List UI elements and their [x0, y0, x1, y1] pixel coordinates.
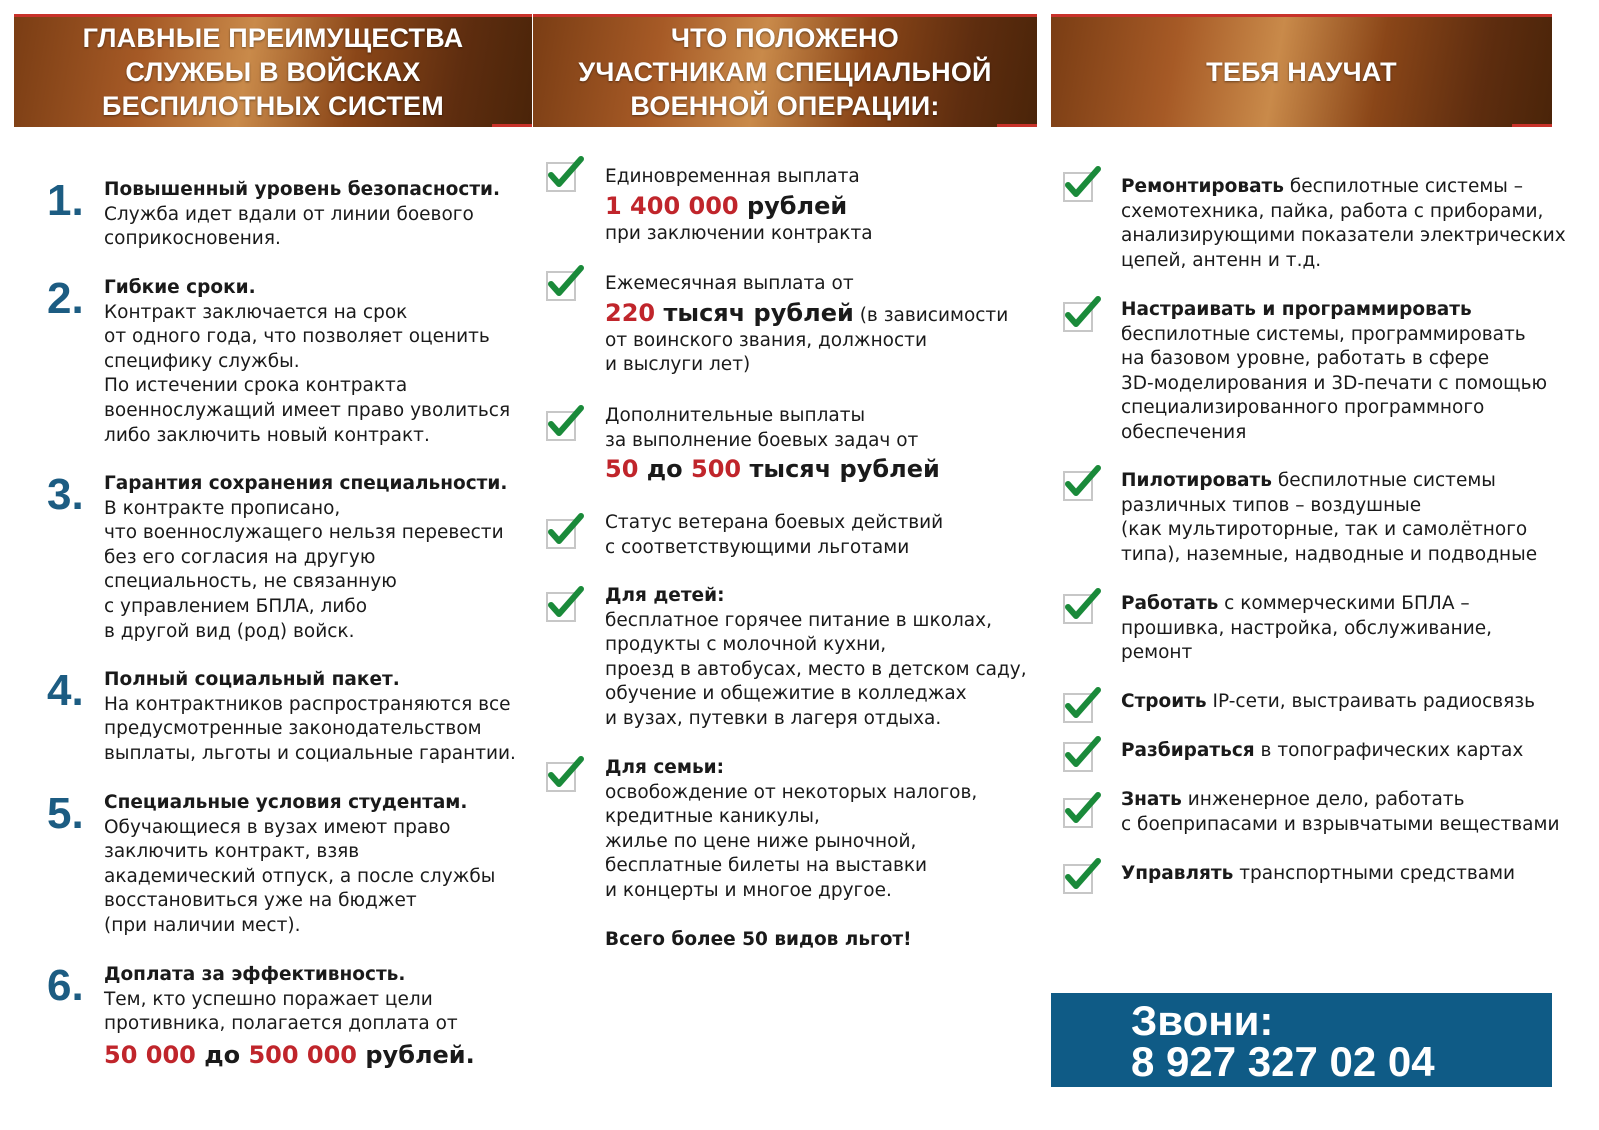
benefit-line: проезд в автобусах, место в детском саду,: [605, 658, 1027, 680]
item-title: Специальные условия студентам.: [104, 792, 468, 813]
item-line: без его согласия на другую: [104, 546, 376, 568]
skill-line: анализирующими показатели электрических: [1121, 225, 1566, 247]
item-line: академический отпуск, а после службы: [104, 865, 496, 887]
amount-suffix: рублей.: [357, 1040, 475, 1069]
skill-line: типа), наземные, надводные и подводные: [1121, 543, 1538, 565]
advantages-title: ГЛАВНЫЕ ПРЕИМУЩЕСТВА СЛУЖБЫ В ВОЙСКАХ БЕСПИЛОТНЫХ СИСТЕМ: [82, 23, 464, 121]
skill-item-7: [1121, 788, 1560, 837]
item-line: военнослужащий имеет право уволиться: [104, 399, 511, 421]
check-mark-icon: [1061, 684, 1103, 726]
item-number: 5.: [47, 789, 84, 838]
item-line: выплаты, льготы и социальные гарантии.: [104, 742, 516, 764]
skill-line: на базовом уровне, работать в сфере: [1121, 348, 1490, 370]
skill-line: инженерное дело, работать: [1181, 789, 1465, 810]
skill-verb: Ремонтировать: [1121, 176, 1284, 197]
benefit-line: Статус ветерана боевых действий: [605, 512, 944, 533]
monthly-benefit: [605, 272, 1008, 378]
item-line: соприкосновения.: [104, 228, 281, 250]
extra-mid: до: [638, 455, 691, 484]
family-benefit: [605, 756, 977, 904]
benefit-line: Ежемесячная выплата от: [605, 273, 854, 294]
skill-line: ремонт: [1121, 642, 1193, 664]
skill-item-6: [1121, 739, 1523, 764]
benefit-line: при заключении контракта: [605, 222, 873, 244]
skill-line: обеспечения: [1121, 421, 1247, 443]
skill-line: с боеприпасами и взрывчатыми веществами: [1121, 813, 1560, 835]
item-line: специальность, не связанную: [104, 571, 397, 593]
item-line: в другой вид (род) войск.: [104, 620, 355, 642]
benefits-column: [533, 14, 1037, 127]
skill-verb: Строить: [1121, 691, 1207, 712]
skill-item-8: [1121, 862, 1515, 887]
benefit-title: Для семьи:: [605, 757, 725, 778]
benefit-line: продукты с молочной кухни,: [605, 634, 887, 656]
skills-title: ТЕБЯ НАУЧАТ: [1206, 57, 1397, 87]
item-title: Полный социальный пакет.: [104, 669, 400, 690]
item-line: заключить контракт, взяв: [104, 841, 360, 863]
item-line: На контрактников распространяются все: [104, 693, 511, 715]
benefit-line: от воинского звания, должности: [605, 329, 927, 351]
check-mark-icon: [1061, 293, 1103, 335]
skill-line: IP-сети, выстраивать радиосвязь: [1206, 691, 1536, 712]
benefit-line: Единовременная выплата: [605, 166, 860, 187]
skill-line: 3D-моделирования и 3D-печати с помощью: [1121, 372, 1548, 394]
skill-line: с коммерческими БПЛА –: [1218, 593, 1470, 614]
skill-line: (как мультироторные, так и самолётного: [1121, 519, 1528, 541]
item-line: Тем, кто успешно поражает цели: [104, 988, 433, 1010]
check-mark-icon: [1061, 462, 1103, 504]
skill-line: беспилотные системы –: [1283, 176, 1524, 197]
benefit-line: бесплатные билеты на выставки: [605, 855, 928, 877]
extra-payments-benefit: [605, 404, 940, 485]
check-mark-icon: [544, 153, 586, 195]
veteran-benefit: [605, 511, 943, 560]
skill-line: цепей, антенн и т.д.: [1121, 249, 1322, 271]
benefit-line: Дополнительные выплаты: [605, 405, 866, 426]
benefit-line: кредитные каникулы,: [605, 806, 820, 828]
monthly-unit: тысяч рублей: [655, 298, 854, 327]
amount-from: 50 000: [104, 1040, 196, 1069]
benefits-header: [533, 14, 1037, 127]
skill-line: транспортными средствами: [1233, 863, 1516, 884]
item-line: противника, полагается доплата от: [104, 1013, 458, 1035]
check-mark-icon: [544, 262, 586, 304]
benefit-line: за выполнение боевых задач от: [605, 429, 919, 451]
item-line: специфику службы.: [104, 350, 300, 372]
skill-verb: Разбираться: [1121, 740, 1255, 761]
efficiency-amount: [104, 1039, 524, 1071]
extra-from: 50: [605, 455, 639, 484]
item-line: восстановиться уже на бюджет: [104, 890, 417, 912]
skill-line: беспилотные системы: [1271, 470, 1496, 491]
benefit-line: и вузах, путевки в лагеря отдыха.: [605, 707, 942, 729]
check-mark-icon: [544, 753, 586, 795]
amount-mid: до: [195, 1040, 249, 1069]
skill-verb: Управлять: [1121, 863, 1234, 884]
skill-line: прошивка, настройка, обслуживание,: [1121, 617, 1493, 639]
amount-to: 500 000: [248, 1040, 358, 1069]
item-line: с управлением БПЛА, либо: [104, 595, 368, 617]
skill-line: в топографических картах: [1254, 740, 1524, 761]
skill-item-1: [1121, 175, 1566, 273]
benefit-line: бесплатное горячее питание в школах,: [605, 609, 992, 631]
skills-header: [1051, 14, 1552, 127]
lump-sum-benefit: [605, 165, 873, 246]
item-title: Повышенный уровень безопасности.: [104, 179, 501, 200]
skill-line: схемотехника, пайка, работа с приборами,: [1121, 200, 1544, 222]
check-mark-icon: [1061, 163, 1103, 205]
check-mark-icon: [1061, 585, 1103, 627]
benefit-line: освобождение от некоторых налогов,: [605, 781, 978, 803]
item-number: 3.: [47, 470, 84, 519]
check-mark-icon: [544, 583, 586, 625]
check-mark-icon: [544, 510, 586, 552]
skill-line: различных типов – воздушные: [1121, 494, 1422, 516]
lump-sum-unit: рублей: [738, 191, 848, 220]
skill-verb: Пилотировать: [1121, 470, 1272, 491]
extra-to: 500: [691, 455, 742, 484]
benefits-title: ЧТО ПОЛОЖЕНО УЧАСТНИКАМ СПЕЦИАЛЬНОЙ ВОЕННОЙ ОПЕРАЦИИ:: [578, 23, 992, 121]
item-title: Гибкие сроки.: [104, 277, 256, 298]
item-line: Обучающиеся в вузах имеют право: [104, 816, 451, 838]
item-line: предусмотренные законодательством: [104, 718, 482, 740]
item-line: что военнослужащего нельзя перевести: [104, 522, 504, 544]
check-mark-icon: [1061, 855, 1103, 897]
check-mark-icon: [544, 402, 586, 444]
advantages-header: [14, 14, 532, 127]
lump-sum-amount: 1 400 000: [605, 191, 739, 220]
benefit-line: жилье по цене ниже рыночной,: [605, 830, 917, 852]
skill-verb: Работать: [1121, 593, 1219, 614]
item-line: (при наличии мест).: [104, 914, 301, 936]
item-line: Служба идет вдали от линии боевого: [104, 203, 474, 225]
check-mark-icon: [1061, 733, 1103, 775]
item-line: либо заключить новый контракт.: [104, 424, 430, 446]
item-line: Контракт заключается на срок: [104, 301, 408, 323]
contact-label: Звони:: [1131, 997, 1274, 1044]
item-number: 2.: [47, 274, 84, 323]
item-number: 1.: [47, 176, 84, 225]
children-benefit: [605, 584, 1027, 732]
skill-item-3: [1121, 469, 1537, 567]
benefit-line: и выслуги лет): [605, 354, 751, 376]
benefit-title: Для детей:: [605, 585, 725, 606]
extra-unit: тысяч рублей: [741, 455, 940, 484]
contact-phone-box[interactable]: [1051, 993, 1552, 1087]
item-line: от одного года, что позволяет оценить: [104, 326, 490, 348]
skill-verb: Знать: [1121, 789, 1182, 810]
contact-phone-number[interactable]: 8 927 327 02 04: [1131, 1038, 1435, 1085]
item-title: Гарантия сохранения специальности.: [104, 473, 508, 494]
benefit-line: обучение и общежитие в колледжах: [605, 683, 967, 705]
skills-column: [1051, 14, 1552, 127]
skill-line: специализированного программного: [1121, 397, 1485, 419]
skill-line: беспилотные системы, программировать: [1121, 323, 1526, 345]
skill-verb: Настраивать и программировать: [1121, 299, 1472, 320]
item-number: 6.: [47, 961, 84, 1010]
monthly-note: (в зависимости: [853, 304, 1009, 326]
skill-item-4: [1121, 592, 1492, 666]
benefits-total: Всего более 50 видов льгот!: [605, 929, 912, 950]
skill-item-2: [1121, 298, 1547, 446]
advantages-column: [14, 14, 532, 127]
item-line: В контракте прописано,: [104, 497, 341, 519]
item-line: По истечении срока контракта: [104, 375, 408, 397]
check-mark-icon: [1061, 789, 1103, 831]
benefit-line: с соответствующими льготами: [605, 536, 910, 558]
benefit-line: и концерты и многое другое.: [605, 879, 892, 901]
item-title: Доплата за эффективность.: [104, 964, 406, 985]
monthly-amount: 220: [605, 298, 656, 327]
item-number: 4.: [47, 666, 84, 715]
skill-item-5: [1121, 690, 1535, 715]
